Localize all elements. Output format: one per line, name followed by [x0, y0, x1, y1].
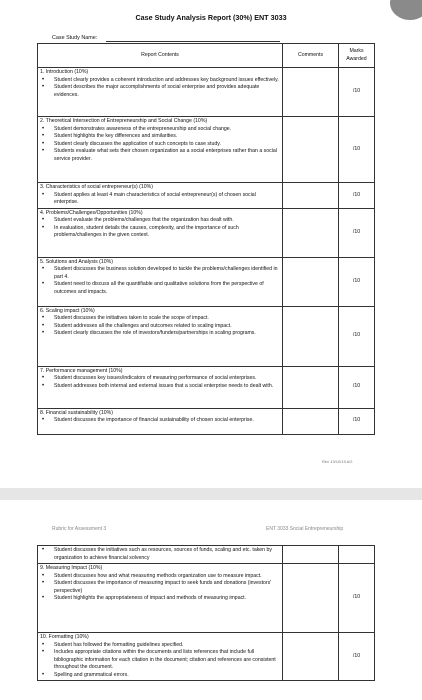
criteria-item: • Student clearly discusses the application of such concepts to case study. [54, 141, 280, 149]
criteria-item: • Student applies at least 4 main characteristics of social entrepreneur(s) of chosen social enterprise. [54, 192, 280, 207]
report-contents-cell [38, 546, 283, 564]
criteria-item: • Student addresses both internal and external issues that a social enterprise needs to dealt with. [54, 383, 280, 391]
criteria-item: • Student clearly provides a coherent introduction and addresses key background issues effectively. [54, 77, 280, 85]
criteria-item: • Student highlights the appropriateness of impact and methods of measuring impact. [54, 595, 280, 603]
comments-cell[interactable] [283, 306, 339, 366]
report-contents-cell [38, 366, 283, 408]
case-study-name-line [106, 41, 280, 42]
report-contents-cell [38, 208, 283, 257]
rubric-row [38, 68, 375, 117]
marks-cell: /10 [339, 208, 375, 257]
rubric-row [38, 183, 375, 209]
criteria-item: • Includes appropriate citations within the documents and lists references that include full bibliographic information for each citation in the document; citation and references are consistent throughout the document. [54, 649, 280, 672]
section-title: 8. Financial sustainability (10%) [40, 409, 113, 416]
comments-cell[interactable] [283, 633, 339, 681]
case-study-name-label: Case Study Name: [52, 35, 98, 41]
marks-cell [339, 546, 375, 564]
criteria-list [40, 375, 280, 390]
report-contents-cell [38, 68, 283, 117]
header-comments: Comments [283, 44, 339, 68]
rubric-row [38, 546, 375, 564]
revision-note: Rev 13/10/19 AG [322, 459, 353, 464]
document-title: Case Study Analysis Report (30%) ENT 3033 [135, 13, 287, 22]
report-contents-cell [38, 257, 283, 306]
comments-cell[interactable] [283, 183, 339, 209]
marks-cell: /10 [339, 306, 375, 366]
criteria-item: • Student clearly discusses the role of investors/funders/partnerships in scaling programs. [54, 330, 280, 338]
marks-cell: /10 [339, 183, 375, 209]
comments-cell[interactable] [283, 366, 339, 408]
rubric-row [38, 408, 375, 434]
criteria-item: • Student discusses the business solution developed to tackle the problems/challenges identified in part 4. [54, 266, 280, 281]
comments-cell[interactable] [283, 546, 339, 564]
criteria-item: • In evaluation, student details the causes, complexity, and the importance of such problems/challenges in the given context. [54, 225, 280, 240]
criteria-list [40, 266, 280, 296]
marks-cell: /10 [339, 564, 375, 633]
section-title: 5. Solutions and Analysis (10%) [40, 258, 113, 265]
criteria-item: • Student has followed the formatting guidelines specified. [54, 642, 280, 650]
criteria-item: • Student discusses the initiatives taken to scale the scope of impact. [54, 315, 280, 323]
criteria-item: • Student describes the major accomplishments of social enterprise and provides adequate evidences. [54, 84, 280, 99]
page-header-left: Rubric for Assessment 3 [52, 526, 107, 532]
rubric-row [38, 117, 375, 183]
section-title: 1. Introduction (10%) [40, 69, 89, 75]
criteria-list [40, 192, 280, 207]
report-contents-cell [38, 633, 283, 681]
rubric-table-page-1 [37, 43, 375, 435]
criteria-list [40, 547, 280, 562]
marks-cell: /10 [339, 257, 375, 306]
rubric-row [38, 366, 375, 408]
criteria-item: • Spelling and grammatical errors. [54, 672, 280, 680]
criteria-item: • Student evaluate the problems/challenges that the organization has dealt with. [54, 217, 280, 225]
comments-cell[interactable] [283, 408, 339, 434]
criteria-list [40, 217, 280, 240]
criteria-list [40, 417, 280, 425]
criteria-item: • Student addresses all the challenges and outcomes related to scaling impact. [54, 323, 280, 331]
rubric-row [38, 564, 375, 633]
comments-cell[interactable] [283, 208, 339, 257]
section-title: 10. Formatting (10%) [40, 634, 89, 640]
header-report-contents: Report Contents [38, 44, 283, 68]
section-title: 7. Performance management (10%) [40, 367, 123, 374]
section-title: 4. Problems/Challenges/Opportunities (10%) [40, 209, 143, 216]
criteria-item: • Student highlights the key differences and similarities. [54, 133, 280, 141]
criteria-item: • Students evaluate what sets their chosen organization as a social enterprises rather than a social service provider. [54, 148, 280, 163]
criteria-item: • Student discusses how and what measuring methods organization use to measure impact. [54, 573, 280, 581]
rubric-row [38, 306, 375, 366]
criteria-item: • Student discusses key issues/indicators of measuring performance of social enterprises. [54, 375, 280, 383]
page-header-right: ENT 3033 Social Entrepreneurship [266, 526, 344, 532]
report-contents-cell [38, 117, 283, 183]
marks-cell: /10 [339, 68, 375, 117]
report-contents-cell [38, 408, 283, 434]
report-contents-cell [38, 183, 283, 209]
marks-cell: /10 [339, 366, 375, 408]
rubric-table-page-2 [37, 545, 375, 681]
report-contents-cell [38, 564, 283, 633]
criteria-item: • Student discusses the importance of financial sustainability of chosen social enterprise. [54, 417, 280, 425]
section-title: 3. Characteristics of social entrepreneur(s) (10%) [40, 184, 154, 190]
criteria-list [40, 642, 280, 680]
marks-cell: /10 [339, 633, 375, 681]
criteria-list [40, 126, 280, 164]
rubric-row [38, 633, 375, 681]
comments-cell[interactable] [283, 117, 339, 183]
comments-cell[interactable] [283, 564, 339, 633]
criteria-list [40, 315, 280, 338]
section-title: 2. Theoretical Intersection of Entrepreneurship and Social Change (10%) [40, 118, 208, 124]
criteria-item: • Student need to discuss all the quantifiable and qualitative solutions from the perspective of outcomes and impacts. [54, 281, 280, 296]
page-gap [0, 488, 422, 500]
marks-cell: /10 [339, 117, 375, 183]
criteria-item: • Student demonstrates awareness of the entrepreneurship and social change. [54, 126, 280, 134]
comments-cell[interactable] [283, 257, 339, 306]
section-title: 6. Scaling impact (10%) [40, 307, 95, 314]
criteria-item: • Student discusses the importance of measuring impact to seek funds and donations (investors' perspective) [54, 580, 280, 595]
section-title: 9. Measuring Impact (10%) [40, 565, 103, 571]
rubric-row [38, 208, 375, 257]
report-contents-cell [38, 306, 283, 366]
marks-cell: /10 [339, 408, 375, 434]
criteria-list [40, 573, 280, 603]
comments-cell[interactable] [283, 68, 339, 117]
criteria-item: • Student discusses the initiatives such as resources, sources of funds, scaling and etc. taken by organization to achieve financial solvency [54, 547, 280, 562]
criteria-list [40, 77, 280, 100]
header-marks-awarded: Marks Awarded [339, 44, 375, 68]
rubric-row [38, 257, 375, 306]
